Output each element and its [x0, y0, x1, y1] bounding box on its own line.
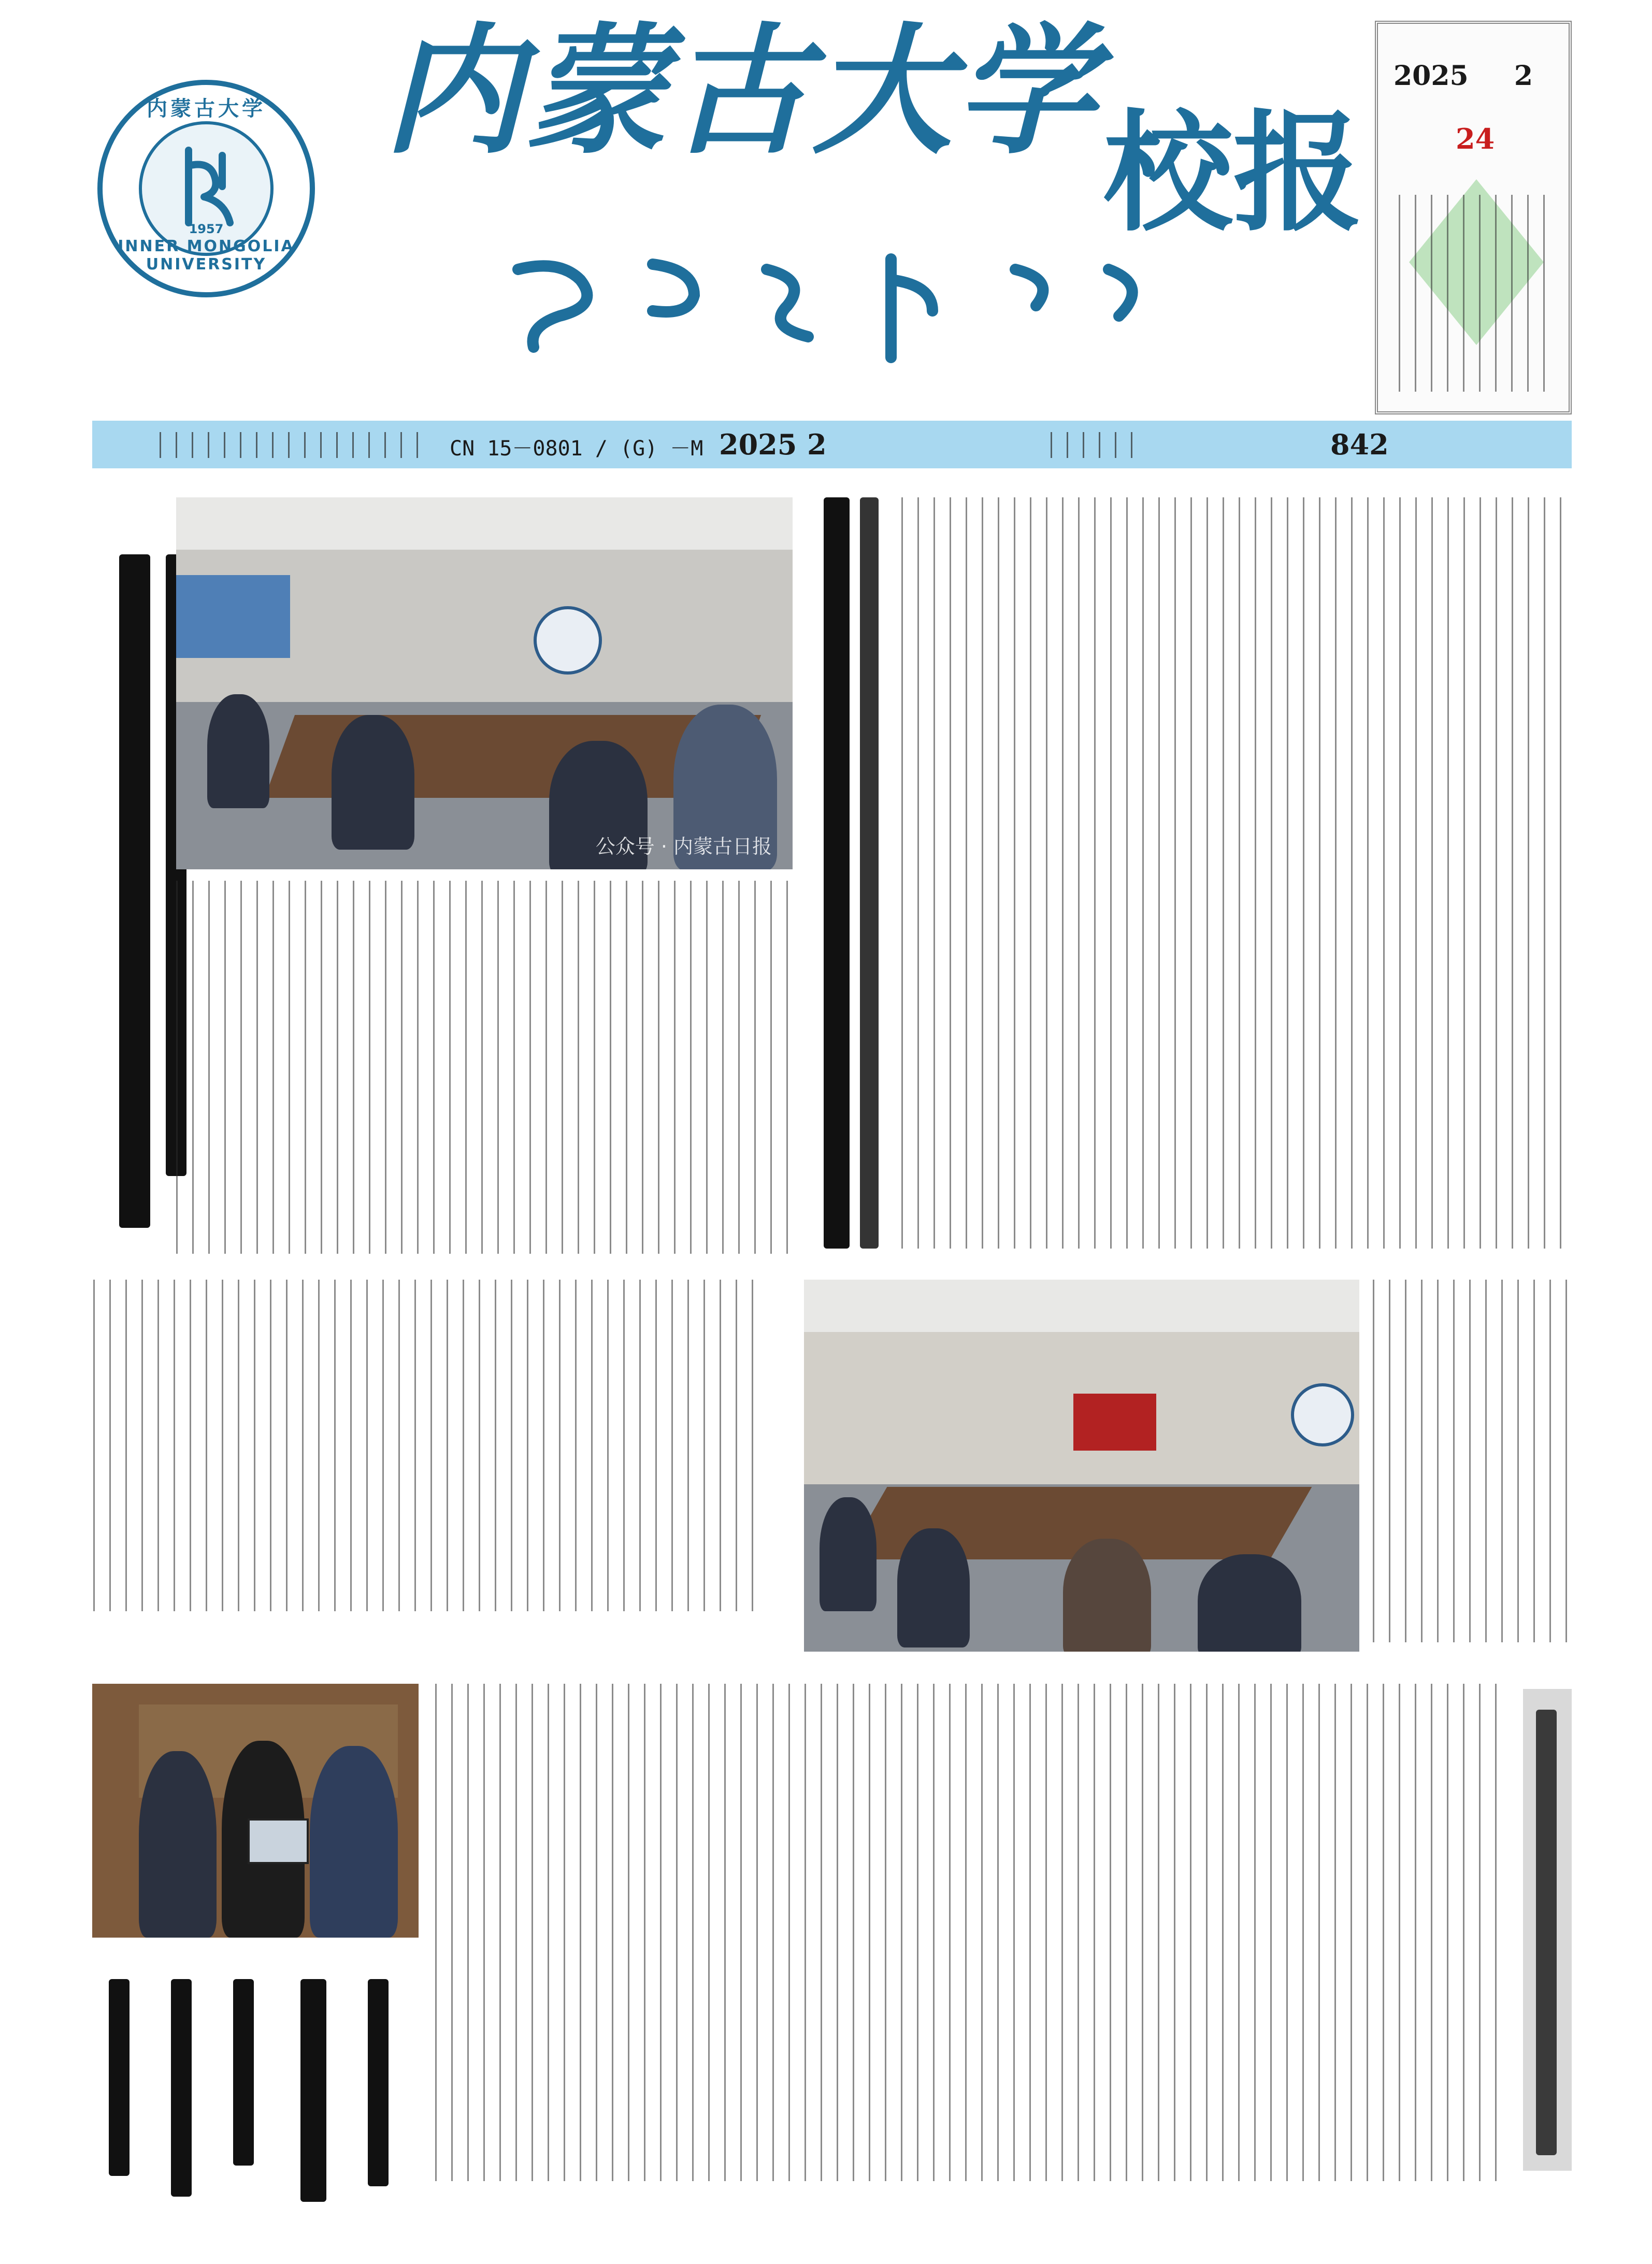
section-label-script [1536, 1710, 1557, 2155]
photo-award [92, 1684, 419, 1938]
logo-en-text: INNER MONGOLIA UNIVERSITY [118, 237, 295, 274]
headline-vertical-2b [860, 497, 879, 1249]
corner-text-lines [1399, 195, 1554, 392]
photo3-plaque [248, 1818, 309, 1864]
headline-vertical-2 [824, 497, 850, 1249]
photo2-person [820, 1497, 877, 1611]
headline-vertical-1 [119, 554, 150, 1228]
photo2-person [1198, 1554, 1301, 1652]
bottom-script-1 [109, 1979, 130, 2176]
corner-date [1394, 60, 1533, 92]
photo2-person [1063, 1539, 1151, 1652]
photo2-emblem [1291, 1383, 1354, 1446]
article1-text-columns [176, 881, 793, 1254]
logo-cn-text: 内蒙古大学 [147, 97, 266, 121]
band-script-left [160, 432, 429, 458]
logo-inner-ring [139, 121, 274, 256]
article3-text-columns [93, 1280, 767, 1611]
corner-year: 2025 [1394, 60, 1469, 92]
logo-year: 1957 [189, 222, 224, 236]
article4-text-columns [1373, 1280, 1570, 1642]
newspaper-title: 内蒙古大学 [383, 8, 1098, 173]
article2-text-columns [901, 497, 1570, 1249]
bottom-script-5 [368, 1979, 389, 2186]
corner-issue-day: 24 [1456, 122, 1495, 155]
band-year: 2025 [719, 428, 797, 461]
photo2-person [897, 1528, 970, 1647]
photo1-watermark: 公众号 · 内蒙古日报 [595, 835, 772, 858]
photo-meeting-2 [804, 1280, 1359, 1652]
issue-band [92, 421, 1572, 468]
photo2-ceiling [804, 1280, 1359, 1332]
bottom-script-3 [233, 1979, 254, 2166]
photo2-red-banner [1073, 1394, 1156, 1451]
photo1-person [207, 694, 269, 808]
band-cn-code: CN 15－0801 / (G) －M [450, 437, 703, 461]
logo-script-glyph-icon [173, 145, 246, 233]
photo1-person [332, 715, 414, 850]
photo1-screen [176, 575, 290, 658]
photo3-person [139, 1751, 217, 1938]
bottom-script-4 [300, 1979, 326, 2202]
photo3-person [310, 1746, 398, 1938]
mongolian-title-script-icon [497, 249, 1171, 368]
band-number: 2 [807, 428, 827, 461]
photo1-emblem [534, 606, 602, 675]
band-script-mid [1051, 432, 1133, 458]
issue-info-box [1375, 21, 1572, 414]
newspaper-subtitle: 校报 [1103, 98, 1362, 249]
band-issue-number: 842 [1330, 428, 1389, 461]
photo1-ceiling [176, 497, 793, 550]
photo-meeting-1 [176, 497, 793, 869]
university-logo [97, 80, 315, 297]
corner-month: 2 [1514, 60, 1533, 92]
bottom-script-2 [171, 1979, 192, 2197]
article5-text-columns [435, 1684, 1502, 2181]
